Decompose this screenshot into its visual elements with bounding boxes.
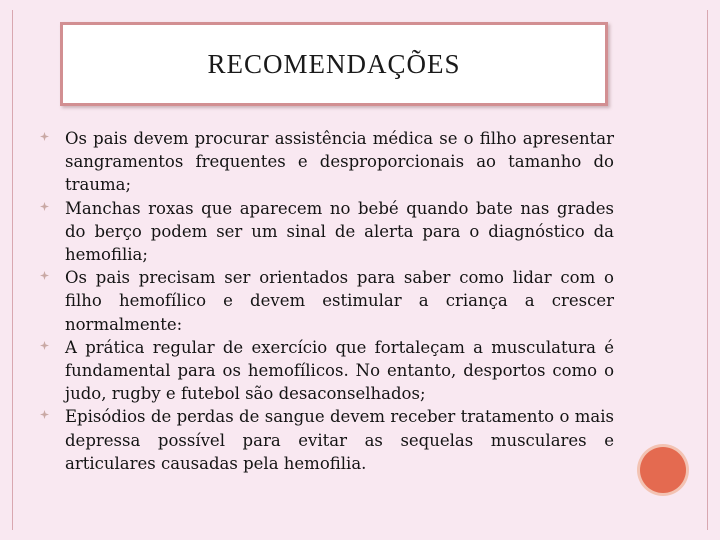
title-box — [60, 22, 608, 106]
bullet-item — [40, 127, 614, 197]
bullet-item — [40, 266, 614, 336]
star-bullet-icon — [40, 410, 49, 419]
bullet-item — [40, 405, 614, 475]
bullet-item — [40, 336, 614, 406]
slide-title: RECOMENDAÇÕES — [207, 48, 461, 79]
bullet-item — [40, 197, 614, 267]
decorative-circle — [640, 447, 686, 493]
star-bullet-icon — [40, 202, 49, 211]
bullet-text: Episódios de perdas de sangue devem receber tratamento o mais depressa possível para evitar as sequelas musculares e articulares causadas pela hemofilia. — [65, 407, 614, 473]
star-bullet-icon — [40, 271, 49, 280]
star-bullet-icon — [40, 132, 49, 141]
bullet-text: Os pais precisam ser orientados para saber como lidar com o filho hemofílico e devem estimular a criança a crescer normalmente: — [65, 268, 614, 334]
bullet-text: Os pais devem procurar assistência médica se o filho apresentar sangramentos frequentes e desproporcionais ao tamanho do trauma; — [65, 129, 614, 195]
star-bullet-icon — [40, 341, 49, 350]
bullet-text: Manchas roxas que aparecem no bebé quando bate nas grades do berço podem ser um sinal de alerta para o diagnóstico da hemofilia; — [65, 198, 614, 265]
bullet-list — [40, 127, 614, 475]
bullet-text: A prática regular de exercício que fortaleçam a musculatura é fundamental para os hemofílicos. No entanto, desportos como o judo, rugby e futebol são desaconselhados; — [65, 337, 614, 404]
